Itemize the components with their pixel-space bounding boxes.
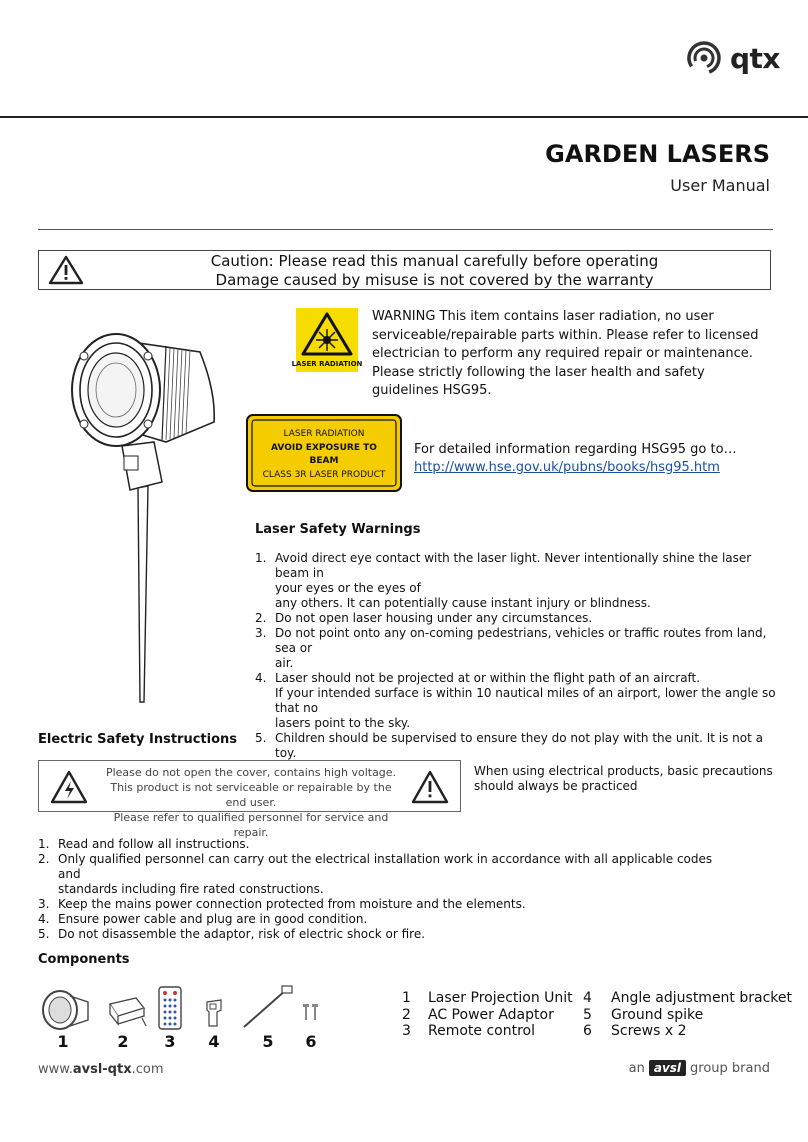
- caution-text: [99, 252, 770, 290]
- components-list: [402, 990, 792, 1040]
- high-voltage-icon: [49, 769, 89, 805]
- table-row: 3 Remote control 6 Screws x 2: [402, 1023, 687, 1039]
- ground-spike-image: [240, 984, 296, 1030]
- component-number: 3: [164, 1032, 176, 1051]
- electric-safety-title: Electric Safety Instructions: [38, 732, 238, 747]
- high-voltage-text: Please do not open the cover, contains high voltage. This product is not serviceable or repairable by the end user. Please refer to qualified personnel for service and repair.: [105, 766, 397, 839]
- ac-adaptor-image: [104, 994, 148, 1028]
- electric-safety-list: [38, 837, 718, 942]
- list-item: 2. Only qualified personnel can carry out the electrical installation work in accordance with all applicable codes and standards including fire rated constructions.: [38, 852, 713, 896]
- label-line-4: CLASS 3R LASER PRODUCT: [262, 470, 386, 480]
- list-item: 1. Avoid direct eye contact with the laser light. Never intentionally shine the laser beam in your eyes or the eyes of any others. It can potentially cause instant injury or blindness.: [255, 551, 752, 610]
- caution-box: [38, 250, 771, 290]
- table-row: 2 AC Power Adaptor 5 Ground spike: [402, 1006, 704, 1023]
- brand-name: qtx: [730, 41, 780, 75]
- list-item: 3. Keep the mains power connection protected from moisture and the elements.: [38, 897, 526, 911]
- warning-sign-label: LASER RADIATION: [291, 360, 363, 368]
- projector-unit-image: [40, 988, 96, 1032]
- brand-logo: [682, 38, 780, 78]
- angle-bracket-image: [203, 998, 225, 1028]
- warning-triangle-icon: [47, 254, 85, 286]
- footer-brand: an avsl group brand: [628, 1060, 770, 1076]
- list-item: 5. Children should be supervised to ensure they do not play with the unit. It is not a toy.: [255, 731, 764, 760]
- high-voltage-notice: [38, 760, 461, 839]
- laser-safety-title: Laser Safety Warnings: [255, 522, 421, 537]
- remote-control-image: [157, 986, 183, 1030]
- laser-warning-sign-icon: [291, 308, 363, 372]
- document-title: GARDEN LASERS: [545, 140, 770, 168]
- warning-triangle-icon: [410, 769, 450, 805]
- component-number: 5: [262, 1032, 274, 1051]
- hsg95-info-text: For detailed information regarding HSG95 go to…: [414, 442, 737, 457]
- component-number: 6: [305, 1032, 317, 1051]
- list-item: 1. Read and follow all instructions.: [38, 837, 250, 851]
- list-item: 5. Do not disassemble the adaptor, risk of electric shock or fire.: [38, 927, 426, 941]
- list-item: 4. Ensure power cable and plug are in good condition.: [38, 912, 368, 926]
- list-item: 3. Do not point onto any on-coming pedestrians, vehicles or traffic routes from land, sea or air.: [255, 626, 767, 670]
- header-divider: [0, 116, 808, 118]
- label-line-3: BEAM: [309, 456, 339, 466]
- component-number: 4: [208, 1032, 220, 1051]
- footer-website[interactable]: www.avsl-qtx.com: [38, 1062, 164, 1077]
- caution-line-2: Damage caused by misuse is not covered by the warranty: [215, 271, 654, 289]
- screws-image: [300, 1002, 322, 1024]
- label-line-1: LASER RADIATION: [283, 429, 365, 439]
- title-divider: [38, 229, 773, 230]
- list-item: 4. Laser should not be projected at or within the flight path of an aircraft. If your intended surface is within 10 nautical miles of an airport, lower the angle so that no lasers point to the sky.: [255, 671, 776, 730]
- component-number: 2: [117, 1032, 129, 1051]
- laser-warning-text: WARNING This item contains laser radiation, no user serviceable/repairable parts within. Please refer to licensed electrician to perform any required repair or maintenance. Please strictly following the laser health and safety guidelines HSG95.: [372, 309, 759, 398]
- hsg95-info: [414, 441, 737, 477]
- laser-safety-list: [255, 551, 780, 761]
- components-title: Components: [38, 952, 130, 967]
- list-item: 2. Do not open laser housing under any circumstances.: [255, 611, 593, 625]
- electric-precaution-text: When using electrical products, basic precautions should always be practiced: [474, 764, 773, 793]
- qtx-logo-icon: [682, 40, 726, 76]
- hsg95-link[interactable]: http://www.hse.gov.uk/pubns/books/hsg95.htm: [414, 460, 720, 475]
- laser-unit-illustration: [66, 322, 226, 722]
- class-3r-laser-label: [246, 414, 402, 492]
- caution-line-1: Caution: Please read this manual carefully before operating: [210, 252, 659, 270]
- table-row: 1 Laser Projection Unit 4 Angle adjustment bracket: [402, 990, 792, 1006]
- document-subtitle: User Manual: [670, 176, 770, 195]
- component-number: 1: [57, 1032, 69, 1051]
- label-line-2: AVOID EXPOSURE TO: [271, 443, 377, 453]
- avsl-logo: avsl: [649, 1060, 686, 1076]
